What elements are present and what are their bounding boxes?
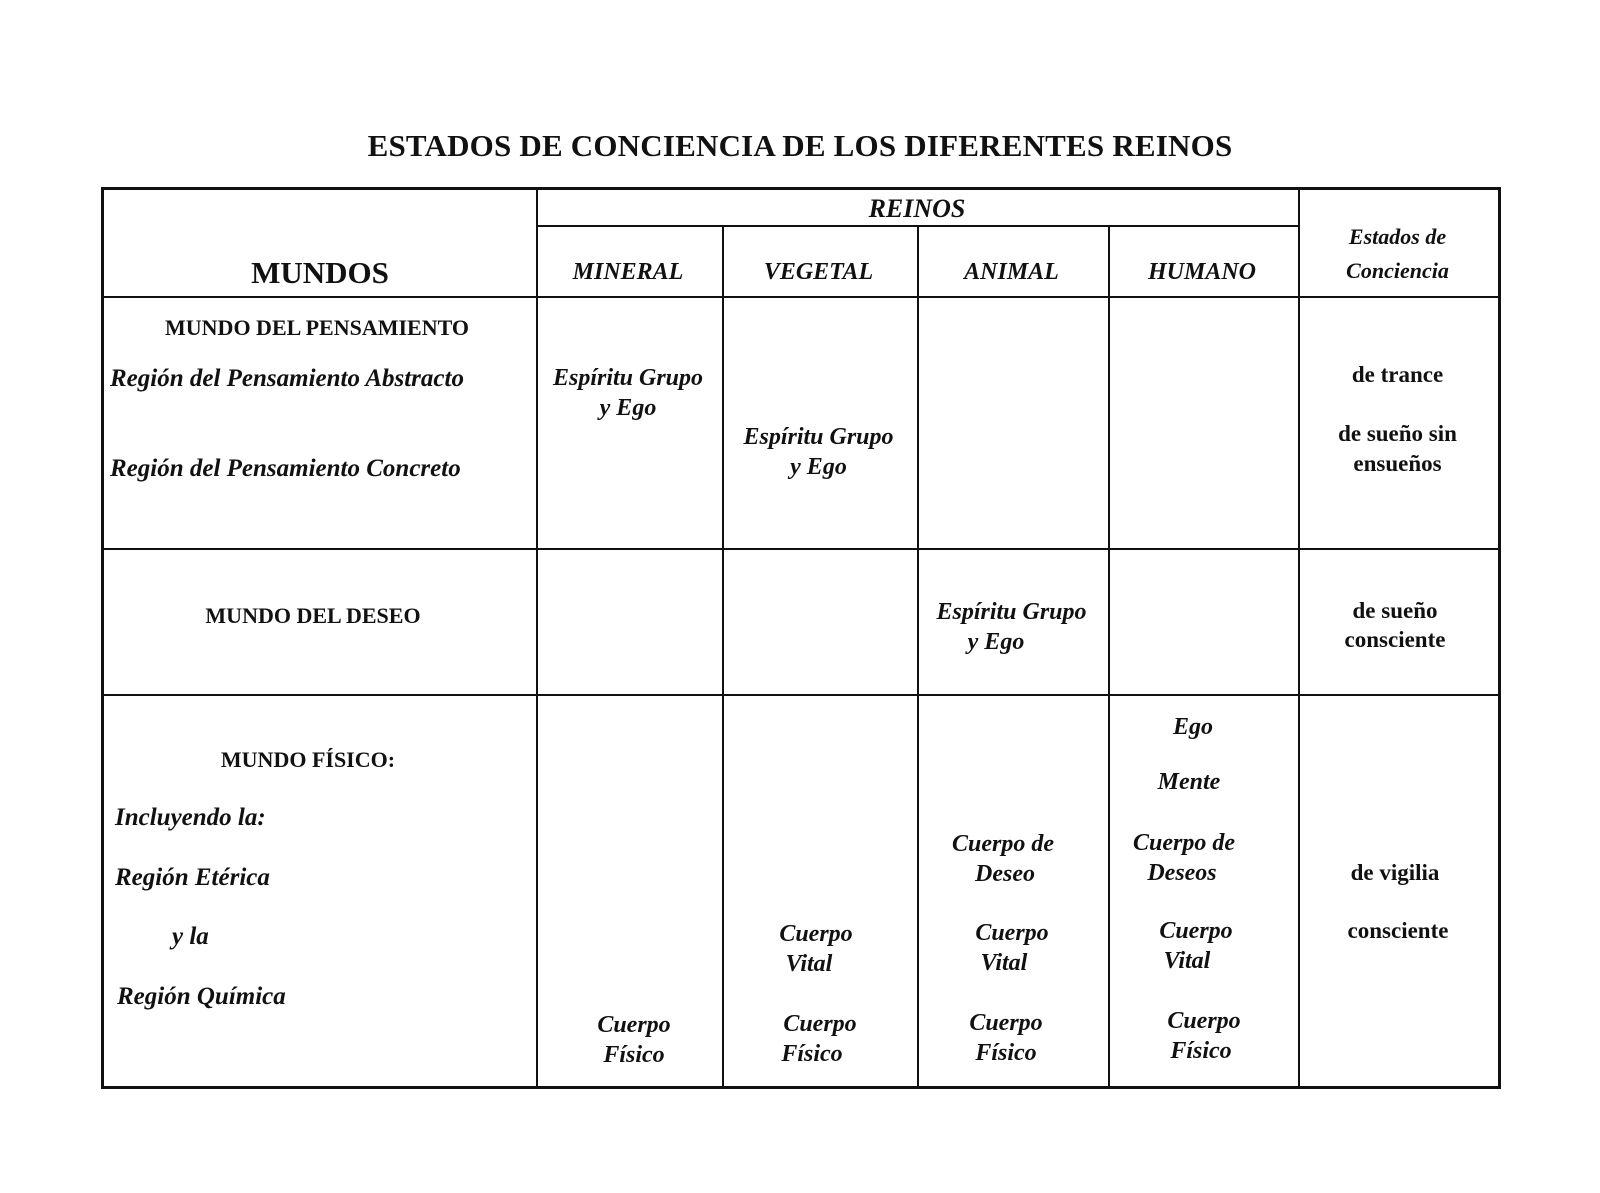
deseo-animal-line1: Espíritu Grupo — [936, 599, 1087, 625]
header-estados-line1: Estados de — [1348, 224, 1447, 249]
animal-cuerpo-deseo-line1: Cuerpo de — [952, 831, 1054, 857]
region-pensamiento-concreto: Región del Pensamiento Concreto — [110, 455, 461, 482]
col-divider-mundos — [536, 190, 538, 1086]
deseo-animal-line2: y Ego — [967, 629, 1025, 655]
header-kingdom-mineral: MINERAL — [572, 259, 684, 285]
animal-cuerpo-fisico-line2: Físico — [975, 1040, 1037, 1066]
pensamiento-mineral-line2: y Ego — [599, 395, 657, 421]
region-quimica: Región Química — [117, 983, 286, 1010]
vegetal-cuerpo-vital-line2: Vital — [785, 951, 833, 977]
pensamiento-vegetal-line1: Espíritu Grupo — [743, 424, 894, 450]
state-trance: de trance — [1351, 362, 1444, 387]
state-sueno-consciente-line2: consciente — [1344, 627, 1446, 652]
header-mundos: MUNDOS — [251, 255, 389, 290]
mineral-cuerpo-fisico-line2: Físico — [603, 1042, 665, 1068]
humano-cuerpo-deseos-line1: Cuerpo de — [1133, 830, 1235, 856]
row-pensamiento-title: MUNDO DEL PENSAMIENTO — [165, 315, 469, 340]
fisico-y-la: y la — [172, 923, 209, 950]
vegetal-cuerpo-vital-line1: Cuerpo — [779, 921, 853, 947]
state-vigilia-line2: consciente — [1347, 918, 1449, 943]
state-sueno-sin-ensuenos-line2: ensueños — [1353, 451, 1442, 476]
fisico-incluyendo: Incluyendo la: — [115, 804, 266, 831]
header-kingdom-humano: HUMANO — [1147, 259, 1256, 285]
pensamiento-vegetal-line2: y Ego — [790, 454, 847, 480]
region-pensamiento-abstracto: Región del Pensamiento Abstracto — [110, 365, 464, 392]
humano-cuerpo-vital-line1: Cuerpo — [1159, 918, 1233, 944]
header-estados-line2: Conciencia — [1346, 258, 1449, 283]
row-divider-2 — [104, 694, 1498, 696]
humano-cuerpo-deseos-line2: Deseos — [1147, 860, 1217, 886]
state-vigilia-line1: de vigilia — [1350, 860, 1440, 885]
region-eterica: Región Etérica — [115, 864, 270, 891]
vegetal-cuerpo-fisico-line1: Cuerpo — [783, 1011, 857, 1037]
pensamiento-mineral-line1: Espíritu Grupo — [552, 365, 704, 391]
state-sueno-consciente-line1: de sueño — [1352, 598, 1438, 623]
header-kingdom-animal: ANIMAL — [964, 259, 1059, 285]
humano-cuerpo-fisico-line2: Físico — [1170, 1038, 1232, 1064]
row-fisico-title: MUNDO FÍSICO: — [220, 747, 396, 772]
animal-cuerpo-vital-line1: Cuerpo — [975, 920, 1049, 946]
vegetal-cuerpo-fisico-line2: Físico — [781, 1041, 843, 1067]
row-divider-1 — [104, 548, 1498, 550]
reinos-underline — [536, 225, 1300, 227]
header-kingdom-vegetal: VEGETAL — [763, 259, 874, 285]
humano-ego: Ego — [1172, 714, 1213, 740]
animal-cuerpo-fisico-line1: Cuerpo — [969, 1010, 1043, 1036]
animal-cuerpo-deseo-line2: Deseo — [975, 861, 1035, 887]
humano-cuerpo-vital-line2: Vital — [1163, 948, 1211, 974]
row-deseo-title: MUNDO DEL DESEO — [205, 603, 421, 628]
header-reinos: REINOS — [868, 194, 966, 223]
mineral-cuerpo-fisico-line1: Cuerpo — [597, 1012, 671, 1038]
humano-mente: Mente — [1157, 769, 1221, 795]
document-title: ESTADOS DE CONCIENCIA DE LOS DIFERENTES REINOS — [367, 128, 1233, 163]
humano-cuerpo-fisico-line1: Cuerpo — [1167, 1008, 1241, 1034]
animal-cuerpo-vital-line2: Vital — [980, 950, 1028, 976]
header-bottom-line — [104, 296, 1498, 298]
state-sueno-sin-ensuenos-line1: de sueño sin — [1338, 421, 1457, 446]
